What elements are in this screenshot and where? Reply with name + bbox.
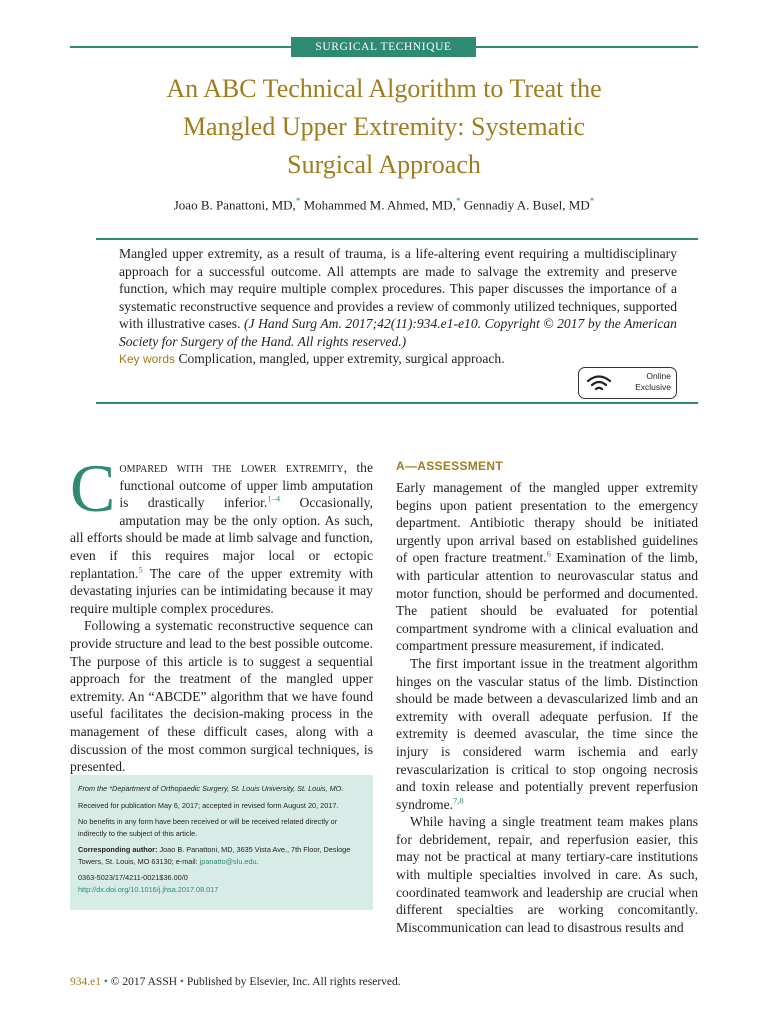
section-tag: SURGICAL TECHNIQUE	[291, 37, 476, 57]
drop-cap: C	[70, 450, 116, 526]
badge-label	[613, 371, 671, 393]
section-heading: A—ASSESSMENT	[396, 459, 503, 473]
body-column-left	[70, 450, 373, 776]
author-name: Mohammed M. Ahmed, MD,	[303, 197, 456, 213]
paragraph	[396, 655, 698, 813]
abstract-rule-top	[96, 238, 698, 240]
reference-link[interactable]: 1–4	[267, 493, 281, 504]
affiliation-mark[interactable]: *	[295, 196, 301, 206]
reference-link[interactable]: 6	[546, 548, 551, 559]
text-run: Examination of the limb, with particular attention to neurovascular status and motor function, should be performed and documented. The patient should be evaluated for potential compartment syndrome with a clinical evaluation and compartment pressure measurement, if indicated.	[396, 550, 698, 654]
abstract-rule-bottom	[96, 402, 698, 404]
paragraph: Following a systematic reconstructive sequence can provide structure and lead to the best possible outcome. The purpose of this article is to suggest a sequential approach for the treatment of the mangled upper extremity. An “ABCDE” algorithm that we have found useful facilitates the decision-making process in the management of these difficult cases, along with a discussion of the most common surgical techniques, is presented.	[70, 618, 373, 775]
author-list	[90, 196, 678, 213]
footer-bullet: •	[103, 976, 108, 988]
affiliation-mark[interactable]: *	[455, 196, 461, 206]
article-title	[100, 70, 668, 184]
publisher-note: Published by Elsevier, Inc. All rights reserved.	[186, 976, 401, 988]
abstract-citation: (J Hand Surg Am. 2017;42(11):934.e1-e10. Copyright © 2017 by the American Society for Surgery of the Hand. All rights reserved.)	[119, 316, 677, 349]
text-run: Occasionally, amputation may be the only option. As such, all efforts should be made at limb salvage and function, even if this requires major local or ectopic replantation.	[70, 495, 373, 581]
online-exclusive-badge[interactable]	[578, 367, 677, 399]
wifi-icon	[586, 373, 612, 393]
paragraph	[396, 479, 698, 655]
paragraph	[70, 450, 373, 617]
issn: 0363-5023/17/4211-0021$36.00/0	[78, 873, 188, 882]
title-line: Surgical Approach	[287, 150, 481, 179]
text-run: The first important issue in the treatment algorithm hinges on the vascular status of the limb. Distinction should be made between a devascularized limb and an extremity with overall adequate perfusion. If the extremity is deemed avascular, the time since the injury is considered warm ischemia and early revascularization is critical to stop ongoing necrosis and toxin release and potentially prevent reperfusion syndrome.	[396, 655, 698, 812]
corresponding-label: Corresponding author:	[78, 845, 158, 854]
title-line: Mangled Upper Extremity: Systematic	[182, 112, 586, 141]
article-info-box	[70, 775, 373, 910]
text-run: the functional outcome of upper limb amputation is drastically inferior.	[119, 460, 373, 511]
keywords: Complication, mangled, upper extremity, surgical approach.	[178, 351, 505, 366]
badge-line: Exclusive	[635, 382, 671, 392]
abstract	[119, 245, 677, 369]
paragraph: While having a single treatment team makes plans for debridement, repair, and reperfusion easier, this may not be practical at many tertiary-care institutions with multiple specialties involved in care. As such, coordinated teamwork and leadership are crucial when different specialties are working concomitantly. Miscommunication can lead to disastrous results and	[396, 814, 698, 935]
email-link[interactable]: jpanatto@slu.edu	[199, 856, 257, 866]
disclosure-note: No benefits in any form have been received or will be received related directly or indirectly to the subject of this article.	[78, 817, 338, 838]
badge-line: Online	[646, 371, 671, 381]
author-name: Joao B. Panattoni, MD,	[173, 197, 296, 213]
page-number: 934.e1	[70, 976, 101, 988]
article-info	[78, 783, 366, 900]
affiliation-mark[interactable]: *	[589, 196, 595, 206]
doi-block	[78, 872, 366, 895]
affiliation-note: From the *Department of Orthopaedic Surgery, St. Louis University, St. Louis, MO.	[78, 784, 344, 793]
text-run: .	[256, 856, 259, 866]
abstract-body: Mangled upper extremity, as a result of trauma, is a life-altering event requiring a multidisciplinary approach for a successful outcome. All attempts are made to salvage the extremity and preserve function, which may require multiple complex procedures. This paper discusses the importance of a systematic reconstructive sequence and provides a review of commonly utilized techniques, supported with illustrative cases.	[119, 246, 677, 331]
page-footer	[70, 976, 570, 988]
received-note: Received for publication May 6, 2017; accepted in revised form August 20, 2017.	[78, 800, 339, 810]
keywords-label: Key words	[119, 352, 176, 366]
text-run: Early management of the mangled upper extremity begins upon patient presentation to the emergency department. Antibiotic therapy should be initiated urgently upon arrival based on established guidelines of open fracture treatment.	[396, 480, 698, 566]
reference-link[interactable]: 7,8	[453, 795, 464, 806]
copyright: © 2017 ASSH	[110, 976, 178, 988]
lead-in: ompared with the lower extremity,	[119, 460, 348, 475]
corresponding-author	[78, 844, 366, 867]
body-column-right	[396, 479, 698, 936]
doi-link[interactable]: http://dx.doi.org/10.1016/j.jhsa.2017.08.017	[78, 884, 219, 894]
footer-bullet: •	[179, 976, 184, 988]
corresponding-text: Joao B. Panattoni, MD, 3635 Vista Ave., 7th Floor, Desloge Towers, St. Louis, MO 63130; e-mail:	[78, 845, 351, 866]
reference-link[interactable]: 5	[138, 564, 143, 575]
author-name: Gennadiy A. Busel, MD	[463, 197, 590, 213]
title-line: An ABC Technical Algorithm to Treat the	[166, 74, 602, 103]
text-run: The care of the upper extremity with devastating injuries can be intimidating because it may require multiple complex procedures.	[70, 565, 373, 616]
